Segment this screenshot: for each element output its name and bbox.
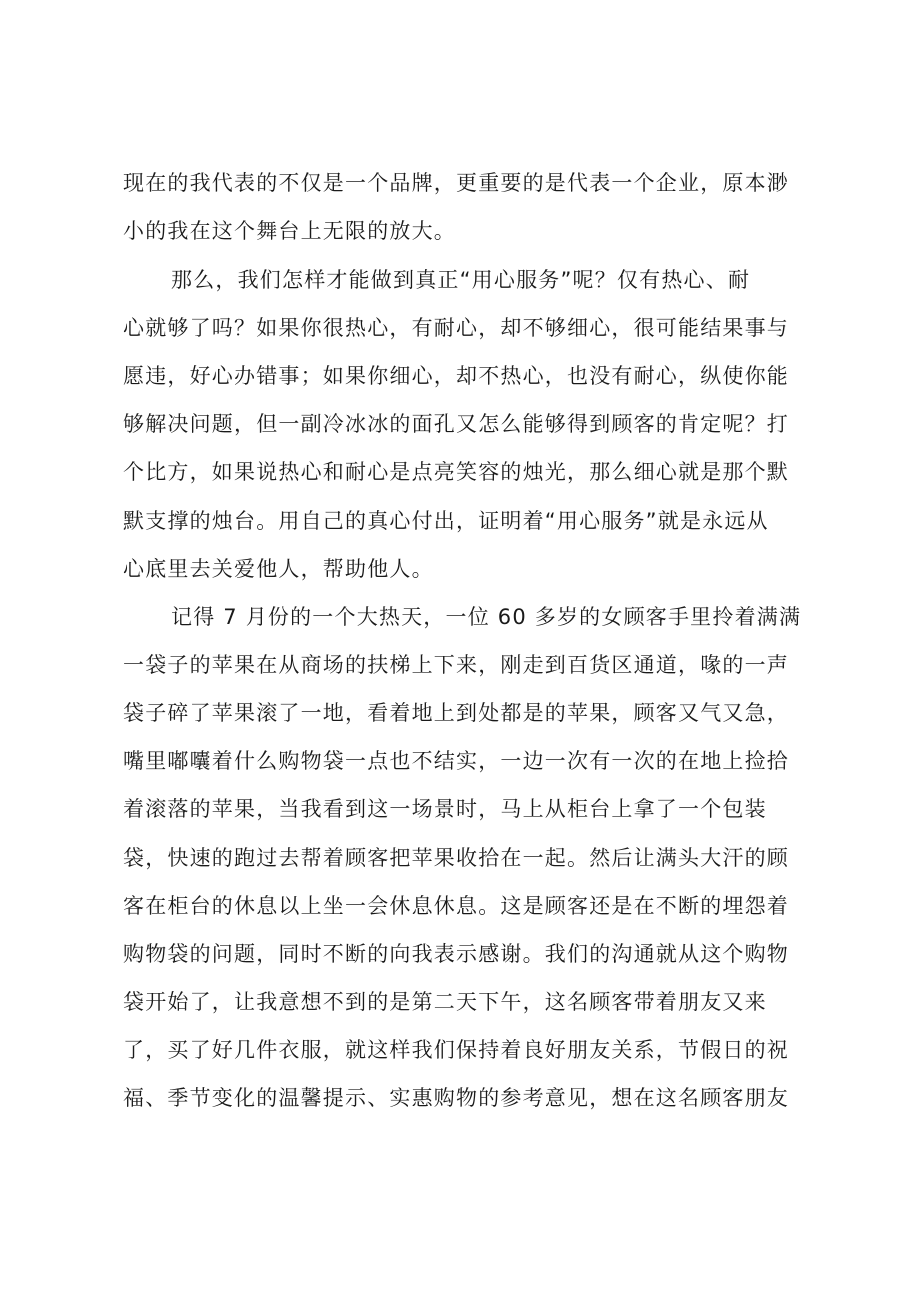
text-line: 愿违，好心办错事；如果你细心，却不热心，也没有耐心，纵使你能	[123, 364, 789, 388]
text-line: 福、季节变化的温馨提示、实惠购物的参考意见，想在这名顾客朋友	[123, 1086, 789, 1110]
text-line: 袋，快速的跑过去帮着顾客把苹果收拾在一起。然后让满头大汗的顾	[123, 846, 789, 870]
text-line: 了，买了好几件衣服，就这样我们保持着良好朋友关系，节假日的祝	[123, 1038, 789, 1062]
text-line: 心底里去关爱他人，帮助他人。	[123, 557, 434, 581]
text-line: 那么，我们怎样才能做到真正“用心服务”呢？仅有热心、耐	[171, 268, 751, 292]
text-line: 小的我在这个舞台上无限的放大。	[123, 219, 456, 243]
text-line: 心就够了吗？如果你很热心，有耐心，却不够细心，很可能结果事与	[123, 316, 789, 340]
text-line: 记得 7 月份的一个大热天，一位 60 多岁的女顾客手里拎着满满	[171, 605, 802, 629]
text-line: 个比方，如果说热心和耐心是点亮笑容的烛光，那么细心就是那个默	[123, 460, 789, 484]
text-line: 一袋子的苹果在从商场的扶梯上下来，刚走到百货区通道，喙的一声	[123, 653, 789, 677]
text-line: 袋子碎了苹果滚了一地，看着地上到处都是的苹果，顾客又气又急，	[123, 701, 789, 725]
text-line: 现在的我代表的不仅是一个品牌，更重要的是代表一个企业，原本渺	[123, 171, 789, 195]
text-line: 购物袋的问题，同时不断的向我表示感谢。我们的沟通就从这个购物	[123, 942, 789, 966]
text-line: 默支撑的烛台。用自己的真心付出，证明着“用心服务”就是永远从	[123, 509, 769, 533]
text-line: 嘴里嘟囔着什么购物袋一点也不结实，一边一次有一次的在地上捡拾	[123, 749, 789, 773]
text-line: 袋开始了，让我意想不到的是第二天下午，这名顾客带着朋友又来	[123, 990, 767, 1014]
text-line: 着滚落的苹果，当我看到这一场景时，马上从柜台上拿了一个包装	[123, 797, 767, 821]
text-line: 够解决问题，但一副冷冰冰的面孔又怎么能够得到顾客的肯定呢？打	[123, 412, 789, 436]
text-line: 客在柜台的休息以上坐一会休息休息。这是顾客还是在不断的埋怨着	[123, 894, 789, 918]
